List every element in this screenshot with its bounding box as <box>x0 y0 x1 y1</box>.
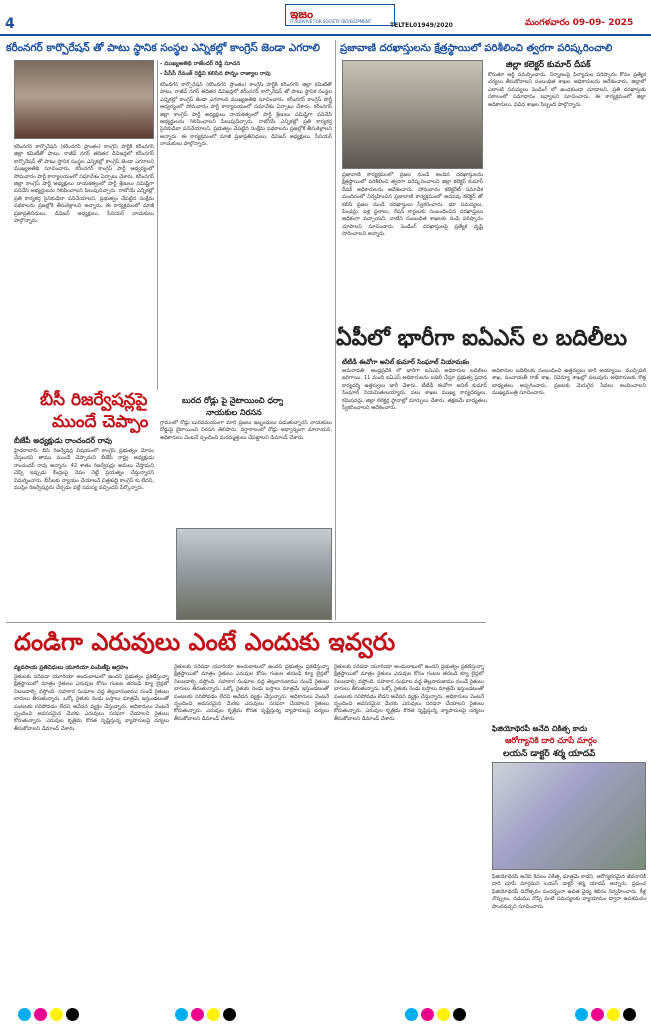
magenta-mark <box>34 1008 47 1021</box>
road-body: గ్రామంలో రోడ్లు బురదమయంగా మారి ప్రజలు ఇబ్బందులు పడుతున్నారని నాయకులు రోడ్డుపై బైఠాయించి నిరసన తెలిపారు. వర్షాకాలంలో రోడ్లు అధ్వాన్నంగా మారాయని, అధికారులు వెంటనే స్పందించి మరమ్మత్తులు చేపట్టాలని డిమాండ్ చేశారు. <box>160 420 332 441</box>
registration-number: TELTEL01949/2020 <box>390 22 453 29</box>
karimnagar-byline-2: - పీసీసీ రేవంత్ రెడ్డిని కలిసిన పొన్నం రాజ్యాల రావు <box>160 71 271 77</box>
magenta-mark <box>191 1008 204 1021</box>
print-registration-marks <box>575 1008 636 1021</box>
ias-body-col1: అమరావతి: ఆంధ్రప్రదేశ్ లో భారీగా ఐఏఎస్ అధికారుల బదిలీలు జరిగాయి. 11 మంది ఐఏఎస్ అధికారులను బదిలీ చేస్తూ ప్రభుత్వ ప్రధాన కార్యదర్శి ఉత్తర్వులు జారీ చేశారు. టీటీడీ ఈవోగా అనిల్ కుమార్ సింఘాల్ నియమితులయ్యారు. పలు శాఖల ముఖ్య కార్యదర్శులు, కమిషనర్లు, జిల్లా కలెక్టర్ల స్థానాల్లో మార్పులు చేశారు. తక్షణమే బాధ్యతలు స్వీకరించాలని ఆదేశించారు. <box>342 368 487 412</box>
print-registration-marks <box>405 1008 466 1021</box>
road-headline-2: నాయకుల నిరసన <box>206 408 262 417</box>
yellow-mark <box>207 1008 220 1021</box>
bc-headline-2: ముందే చెప్పాం <box>52 412 149 432</box>
black-mark <box>623 1008 636 1021</box>
ias-headline: ఏపీలో భారీగా ఐఏఎస్ ల బదిలీలు <box>336 326 628 351</box>
karimnagar-photo <box>14 60 154 139</box>
prajavani-body-col1: ప్రజావాణి కార్యక్రమంలో ప్రజల నుండి అందిన దరఖాస్తులను క్షేత్రస్థాయిలో పరిశీలించి త్వరగా పరిష్కరించాలని జిల్లా కలెక్టర్ కుమార్ దీపక్ అధికారులను ఆదేశించారు. సోమవారం కలెక్టరేట్ సమావేశ మందిరంలో నిర్వహించిన ప్రజావాణి కార్యక్రమంలో అదనపు కలెక్టర్ తో కలిసి ప్రజల నుండి దరఖాస్తులు స్వీకరించారు. భూ సమస్యలు, పింఛన్లు, ఇళ్ల స్థలాలు, రేషన్ కార్డులకు సంబంధించిన దరఖాస్తులు అధికంగా వచ్చాయని, వాటిని సంబంధిత శాఖలకు పంపి పరిష్కారం చూపాలని సూచించారు. పెండింగ్ దరఖాస్తులపై ప్రత్యేక దృష్టి సారించాలని అన్నారు. <box>342 172 483 238</box>
cyan-mark <box>175 1008 188 1021</box>
magenta-mark <box>421 1008 434 1021</box>
newspaper-logo <box>285 4 395 26</box>
fertilizer-headline: దండిగా ఎరువులు ఎంటే ఎందుకు ఇవ్వరు <box>14 628 396 656</box>
road-headline-1: బురద రోడ్లు పై నైటాయించి ధర్నా <box>182 396 284 405</box>
prajavani-headline: ప్రజావాణి దరఖాస్తులను క్షేత్రస్థాయిలో పరిశీలించి త్వరగా పరిష్కరించాలి <box>340 43 613 54</box>
yellow-mark <box>437 1008 450 1021</box>
fertilizer-body-col2: రైతులకు సరిపడా యూరియా అందుబాటులో ఉందని ప్రభుత్వం ప్రకటిస్తున్నా క్షేత్రస్థాయిలో మాత్రం రైతులు ఎరువుల కోసం గంటల తరబడి క్యూ లైన్లలో నిలబడాల్సి వస్తోంది. సహకార సంఘాల వద్ద తెల్లవారుజాము నుండే రైతులు బారులు తీరుతున్నారు. ఒక్కో రైతుకు రెండు బస్తాలు మాత్రమే ఇస్తుండటంతో పంటలకు సరిపోవడం లేదని ఆవేదన వ్యక్తం చేస్తున్నారు. అధికారులు వెంటనే స్పందించి అవసరమైన మేరకు ఎరువులు సరఫరా చేయాలని రైతులు కోరుతున్నారు. ఎరువుల కృత్రిమ కొరత సృష్టిస్తున్న వ్యాపారులపై చర్యలు తీసుకోవాలని డిమాండ్ చేశారు. <box>174 664 329 722</box>
prajavani-photo <box>342 60 483 169</box>
bc-body: హైదరాబాద్: బీసీ రిజర్వేషన్ల విషయంలో కాంగ్రెస్ ప్రభుత్వం మోసం చేస్తుందని తాము ముందే చెప్పామని బీజేపీ రాష్ట్ర అధ్యక్షుడు రాంచందర్ రావు అన్నారు. 42 శాతం రిజర్వేషన్లు అమలు చేస్తామని చెప్పి ఇప్పుడు కేంద్రంపై నెపం నెట్టే ప్రయత్నం చేస్తున్నారని విమర్శించారు. బీసీలకు న్యాయం చేయాలనే చిత్తశుద్ధి కాంగ్రెస్ కు లేదని, ముస్లిం రిజర్వేషన్లను చేర్చడం వల్లే సమస్య వచ్చిందని పేర్కొన్నారు. <box>14 448 154 492</box>
column-divider <box>157 60 158 390</box>
fertilizer-body-col3: రైతులకు సరిపడా యూరియా అందుబాటులో ఉందని ప్రభుత్వం ప్రకటిస్తున్నా క్షేత్రస్థాయిలో మాత్రం రైతులు ఎరువుల కోసం గంటల తరబడి క్యూ లైన్లలో నిలబడాల్సి వస్తోంది. సహకార సంఘాల వద్ద తెల్లవారుజాము నుండే రైతులు బారులు తీరుతున్నారు. ఒక్కో రైతుకు రెండు బస్తాలు మాత్రమే ఇస్తుండటంతో పంటలకు సరిపోవడం లేదని ఆవేదన వ్యక్తం చేస్తున్నారు. అధికారులు వెంటనే స్పందించి అవసరమైన మేరకు ఎరువులు సరఫరా చేయాలని రైతులు కోరుతున్నారు. ఎరువుల కృత్రిమ కొరత సృష్టిస్తున్న వ్యాపారులపై చర్యలు తీసుకోవాలని డిమాండ్ చేశారు. <box>334 664 484 722</box>
fertilizer-lead: వ్యవసాయ ప్రతినిధులు యూరియా పంపిణీపై ఆగ్రహం <box>14 665 129 671</box>
bc-headline-1: బీసీ రిజర్వేషన్లపై <box>40 390 148 410</box>
physio-headline-2: ఆరోగ్యానికి దారి చూపే మార్గం <box>505 736 597 745</box>
masthead-bar <box>0 0 651 36</box>
prajavani-subhead: జిల్లా కలెక్టర్ కుమార్ దీపక్ <box>506 60 591 70</box>
header-rule <box>0 34 651 36</box>
logo-subtitle: IT SURVIVE FOR SOCIETY DEVELOPMENT <box>290 19 372 24</box>
physio-photo <box>492 762 646 870</box>
physio-body: ఫిజియోథెరపీ అనేది కేవలం చికిత్స మాత్రమే కాదని, ఆరోగ్యకరమైన జీవనానికి దారి చూపే మార్గమని లయన్ డాక్టర్ శర్మ యాదవ్ అన్నారు. ప్రపంచ ఫిజియోథెరపీ దినోత్సవం సందర్భంగా ఉచిత వైద్య శిబిరం నిర్వహించారు. కీళ్ల నొప్పులు, నడుము నొప్పి వంటి సమస్యలకు వ్యాయామం ద్వారా ఉపశమనం పొందవచ్చని సూచించారు. <box>492 874 646 910</box>
dateline: మంగళవారం 09-09- 2025 <box>525 18 634 28</box>
physio-headline-1: ఫిజియోథెరపీ అనేది చికిత్స కాదు <box>492 724 588 733</box>
ias-body-col2: అధికారుల బదిలీలకు సంబంధించి ఉత్తర్వులు జారీ అయ్యాయి. మున్సిపల్ శాఖ, పంచాయతీ రాజ్ శాఖ, రెవెన్యూ శాఖల్లో పలువురు అధికారులకు కొత్త బాధ్యతలు అప్పగించారు. ప్రజలకు మెరుగైన సేవలు అందించాలని ముఖ్యమంత్రి సూచించారు. <box>492 368 646 397</box>
print-registration-marks <box>18 1008 79 1021</box>
fertilizer-body-col1: రైతులకు సరిపడా యూరియా అందుబాటులో ఉందని ప్రభుత్వం ప్రకటిస్తున్నా క్షేత్రస్థాయిలో మాత్రం రైతులు ఎరువుల కోసం గంటల తరబడి క్యూ లైన్లలో నిలబడాల్సి వస్తోంది. సహకార సంఘాల వద్ద తెల్లవారుజాము నుండే రైతులు బారులు తీరుతున్నారు. ఒక్కో రైతుకు రెండు బస్తాలు మాత్రమే ఇస్తుండటంతో పంటలకు సరిపోవడం లేదని ఆవేదన వ్యక్తం చేస్తున్నారు. అధికారులు వెంటనే స్పందించి అవసరమైన మేరకు ఎరువులు సరఫరా చేయాలని రైతులు కోరుతున్నారు. ఎరువుల కృత్రిమ కొరత సృష్టిస్తున్న వ్యాపారులపై చర్యలు తీసుకోవాలని డిమాండ్ చేశారు. <box>14 674 169 732</box>
bc-subhead: బీజేపీ అధ్యక్షుడు రాంచందర్ రావు <box>14 436 113 445</box>
physio-headline-3: లయన్ డాక్టర్ శర్మ యాదవ్ <box>503 749 596 759</box>
black-mark <box>66 1008 79 1021</box>
prajavani-body-col2: కోరుతూ ఆర్జీ సమర్పించారు. నిర్మాణంపై ఫిర్యాదుల పరిష్కారం కోసం ప్రత్యేక చర్యలు తీసుకోవాలని సంబంధిత శాఖల అధికారులను ఆదేశించారు. జిల్లాలో ఎలాంటి సమస్యలు పెండింగ్ లో ఉండకుండా చూడాలని, ప్రతి దరఖాస్తుకు సకాలంలో సమాధానం ఇవ్వాలని సూచించారు. ఈ కార్యక్రమంలో జిల్లా అధికారులు, వివిధ శాఖల సిబ్బంది పాల్గొన్నారు. <box>488 72 646 108</box>
ias-subhead: టీటీడీ ఈవోగా అనిల్ కుమార్ సింఘాల్ నియామకం <box>342 358 470 366</box>
cyan-mark <box>18 1008 31 1021</box>
magenta-mark <box>591 1008 604 1021</box>
karimnagar-headline: కరీంనగర్ కార్పొరేషన్ తో పాటు స్థానిక సంస్థల ఎన్నికల్లో కాంగ్రెస్ జెండా ఎగరాలి <box>6 42 320 54</box>
karimnagar-body-col1: కరీంనగర్ కార్పొరేషన్ (కరీంనగర్ ప్రాంతం) కాంగ్రెస్ పార్టీకి కరీంనగర్ జిల్లా కమిటీతో పాటు, రాజీవ్ నగర్ తదితర డివిజన్లలో కరీంనగర్ కార్పొరేషన్ తో పాటు స్థానిక సంస్థల ఎన్నికల్లో కాంగ్రెస్ జెండా ఎగరాలని ముఖ్యఅతిథి సూచించారు. కరీంనగర్ కాంగ్రెస్ పార్టీ ఆధ్వర్యంలో సోమవారం పార్టీ కార్యాలయంలో సమావేశం ఏర్పాటు చేశారు. కరీంనగర్ జిల్లా కాంగ్రెస్ పార్టీ అధ్యక్షులు నాయకత్వంలో పార్టీ శ్రేణులు సమిష్టిగా పనిచేసి అభ్యర్థులను గెలిపించాలని పిలుపునిచ్చారు. రాబోయే ఎన్నికల్లో ప్రతి కార్యకర్త సైనికుడిలా పనిచేయాలని, ప్రభుత్వం చేపట్టిన సంక్షేమ పథకాలను ప్రజల్లోకి తీసుకెళ్లాలని అన్నారు. ఈ కార్యక్రమంలో మాజీ ప్రజాప్రతినిధులు, డివిజన్ అధ్యక్షులు, సీనియర్ నాయకులు పాల్గొన్నారు. <box>14 144 154 225</box>
karimnagar-byline-1: - ముఖ్యఅతిథి రాజేందర్ రెడ్డి సూచన <box>160 61 241 67</box>
logo-text: ఇజం <box>290 7 314 21</box>
karimnagar-body-col2: కరీంనగర్ కార్పొరేషన్ (కరీంనగర్ ప్రాంతం) కాంగ్రెస్ పార్టీకి కరీంనగర్ జిల్లా కమిటీతో పాటు, రాజీవ్ నగర్ తదితర డివిజన్లలో కరీంనగర్ కార్పొరేషన్ తో పాటు స్థానిక సంస్థల ఎన్నికల్లో కాంగ్రెస్ జెండా ఎగరాలని ముఖ్యఅతిథి సూచించారు. కరీంనగర్ కాంగ్రెస్ పార్టీ ఆధ్వర్యంలో సోమవారం పార్టీ కార్యాలయంలో సమావేశం ఏర్పాటు చేశారు. కరీంనగర్ జిల్లా కాంగ్రెస్ పార్టీ అధ్యక్షులు నాయకత్వంలో పార్టీ శ్రేణులు సమిష్టిగా పనిచేసి అభ్యర్థులను గెలిపించాలని పిలుపునిచ్చారు. రాబోయే ఎన్నికల్లో ప్రతి కార్యకర్త సైనికుడిలా పనిచేయాలని, ప్రభుత్వం చేపట్టిన సంక్షేమ పథకాలను ప్రజల్లోకి తీసుకెళ్లాలని అన్నారు. ఈ కార్యక్రమంలో మాజీ ప్రజాప్రతినిధులు, డివిజన్ అధ్యక్షులు, సీనియర్ నాయకులు పాల్గొన్నారు. <box>160 82 332 148</box>
print-registration-marks <box>175 1008 236 1021</box>
black-mark <box>223 1008 236 1021</box>
cyan-mark <box>575 1008 588 1021</box>
yellow-mark <box>607 1008 620 1021</box>
section-rule <box>6 622 486 623</box>
yellow-mark <box>50 1008 63 1021</box>
black-mark <box>453 1008 466 1021</box>
road-protest-photo <box>176 528 332 620</box>
page-number: 4 <box>5 16 31 30</box>
cyan-mark <box>405 1008 418 1021</box>
